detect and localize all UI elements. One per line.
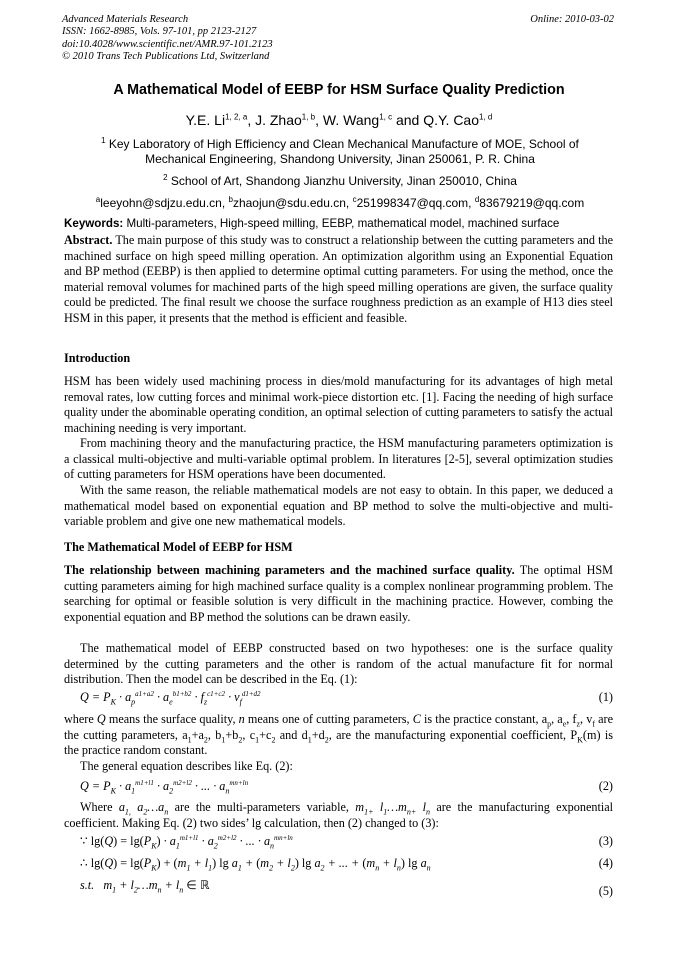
- author-affil-mark: 1, c: [379, 112, 393, 122]
- equation-5: s.t. $m_1$ + $l_2\dots m_n + l_n$ ∈ ℝ (5): [80, 878, 613, 898]
- issn-line: ISSN: 1662-8985, Vols. 97-101, pp 2123-2127: [62, 26, 257, 38]
- email-link[interactable]: leeyohn@sdjzu.edu.cn,: [100, 196, 229, 210]
- author-affil-mark: 1, d: [479, 112, 493, 122]
- model-paragraph-1: The relationship between machining parameters and the machined surface quality. The optimal HSM cutting parameters aiming for high machined surface quality is a complex nonlinear programming problem. The searching for optimal or feasible solution is very difficult in the machining practice. However, combing the exponential equation and BP method the solutions can be drawn easily.: [64, 563, 613, 624]
- model-paragraph-5: Where $a_{1,}$ $a_2\dots a_n$ are the multi-parameters variable, $m_{1+}$ $l_1\dots m_{n+}$ $l_n$ are the manufacturing exponential coefficient. Making Eq. (2) two sides’ lg calculation, then (2) changed to (3):: [64, 800, 614, 830]
- section-heading-model: The Mathematical Model of EEBP for HSM: [64, 540, 293, 554]
- author-name: and Q.Y. Cao: [392, 112, 480, 128]
- intro-paragraph-1: HSM has been widely used machining process in dies/mold manufacturing for its advantages of high metal removal rates, low cutting forces and minimal work-piece distortion etc. [1]. Facing the needing of high surface quality under the abominable operating condition, an optimal selection of cutting parameters to satisfy the actual machining needing is very important.: [64, 374, 613, 435]
- keywords: Keywords: Multi-parameters, High-speed milling, EEBP, mathematical model, machined surface: [64, 217, 560, 230]
- online-date: Online: 2010-03-02: [530, 14, 614, 25]
- equation-1: $Q = P_K \cdot a_p^{a1+a2} \cdot a_e^{b1+b2} \cdot f_z^{c1+c2} \cdot v_f^{d1+d2}$ (1): [80, 689, 613, 707]
- author-name: , W. Wang: [315, 112, 380, 128]
- email-link[interactable]: 251998347@qq.com,: [356, 196, 475, 210]
- equation-4: ∴ $\lg(Q) = \lg(P_K) + (m_1 + l_1)$ $\lg a_1 + (m_2 + l_2)$ $\lg a_2$ + ... + $(m_n + l_n)$ $\lg a_n$ (4): [80, 856, 613, 873]
- equation-number: (3): [598, 834, 613, 848]
- model-paragraph-2: The mathematical model of EEBP constructed based on two hypotheses: one is the surface quality determined by the cutting parameters and the other is random of the actual manufacture fit for normal distribution. Then the model can be described in the Eq. (1):: [64, 641, 613, 687]
- paper-title: A Mathematical Model of EEBP for HSM Surface Quality Prediction: [113, 82, 565, 98]
- model-paragraph-3: where Q means the surface quality, n means one of cutting parameters, C is the practice constant, $a_p$, $a_e$, $f_z$, $v_f$ are the cutting parameters, $a_1+a_2$, $b_1+b_2$, $c_1+c_2$ and $d_1+d_2$, are the manufacturing exponential coefficient, $P_K(m)$ is the practice random constant.: [64, 712, 613, 758]
- equation-number: (5): [598, 884, 613, 898]
- intro-paragraph-3: With the same reason, the reliable mathematical models are not easy to obtain. In this paper, we deduced a mathematical model based on exponential equation and BP method to solve the multi-objective and multi-variable problem and give one new mathematical models.: [64, 483, 613, 529]
- equation-number: (1): [598, 690, 613, 704]
- section-heading-introduction: Introduction: [64, 351, 131, 365]
- doi-line: doi:10.4028/www.scientific.net/AMR.97-101.2123: [62, 38, 273, 50]
- copyright-line: © 2010 Trans Tech Publications Ltd, Switzerland: [62, 51, 270, 63]
- author-name: Y.E. Li: [185, 112, 226, 128]
- author-name: , J. Zhao: [247, 112, 302, 128]
- author-affil-mark: 1, b: [301, 112, 316, 122]
- equation-number: (4): [598, 856, 613, 870]
- email-list: $^a$leeyohn@sdjzu.edu.cn, $^b$zhaojun@sdu.edu.cn, $^c$251998347@qq.com, $^d$83679219@qq.com: [95, 195, 585, 210]
- author-affil-mark: 1, 2, a: [225, 112, 248, 122]
- equation-3: ∵ $\lg(Q) = \lg(P_K) \cdot a_1^{m1+l1} \cdot a_2^{m2+l2}$ · ... · $a_n^{mn+ln}$ (3): [80, 833, 613, 851]
- journal-name: Advanced Materials Research: [62, 14, 189, 25]
- email-link[interactable]: 83679219@qq.com: [479, 196, 585, 210]
- affiliation-2: $^2$ School of Art, Shandong Jianzhu University, Jinan 250010, China: [163, 173, 517, 188]
- model-paragraph-4: The general equation describes like Eq. (2):: [80, 759, 293, 773]
- affiliation-1: $^1$ Key Laboratory of High Efficiency and Clean Mechanical Manufacture of MOE, School of Mechanical Engineering, Shandong University, Jinan 250061, P. R. China: [101, 136, 579, 166]
- abstract: Abstract. The main purpose of this study was to construct a relationship between the cutting parameters and the machined surface on high speed milling operation. An optimization algorithm using an Exponential Equation and BP method (EEBP) is then applied to determine optimal cutting parameters. For using the method, once the material removal volumes for machined parts of the high speed milling operations are given, the surface quality could be predicted. The final result we choose the surface roughness prediction as an example of H13 dies steel HSM in this paper, it presents that the method is efficient and feasible.: [64, 233, 613, 325]
- journal-header: [62, 14, 273, 64]
- email-link[interactable]: zhaojun@sdu.edu.cn,: [232, 196, 353, 210]
- equation-2: $Q = P_K \cdot a_1^{m1+l1} \cdot a_2^{m2+l2}$ · ... · $a_n^{mn+ln}$ (2): [80, 778, 613, 796]
- equation-number: (2): [598, 779, 613, 793]
- intro-paragraph-2: From machining theory and the manufacturing practice, the HSM manufacturing parameters optimization is a classical multi-objective and multi-variable optimal problem. In literatures [2-5], several optimization studies of cutting parameters for HSM operations have been documented.: [64, 436, 613, 482]
- author-list: [0, 112, 678, 128]
